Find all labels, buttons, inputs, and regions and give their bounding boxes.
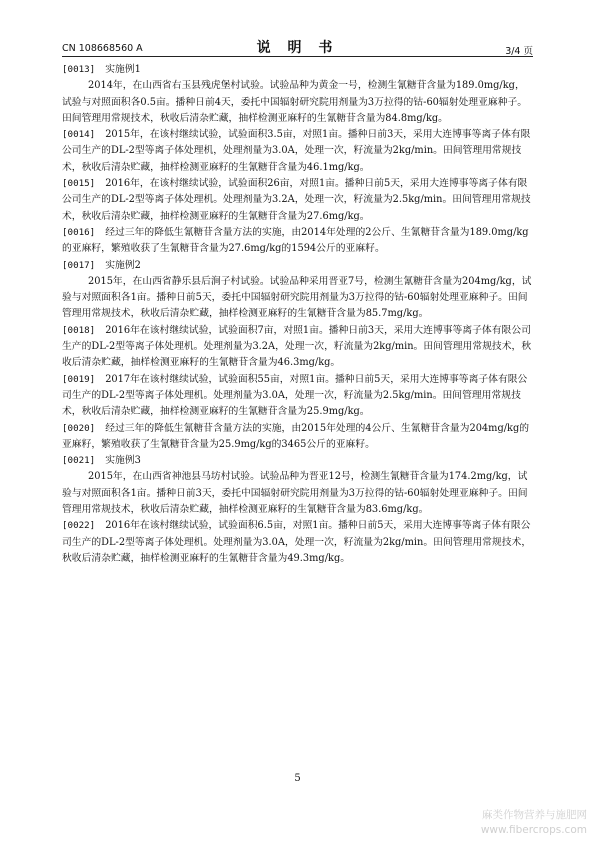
paragraph [62,469,533,518]
paragraph-number: [0016] [62,226,96,238]
watermark-line-1: 麻类作物营养与施肥网 [482,809,587,821]
paragraph-text: 2014年，在山西省右玉县残虎堡村试验。试验品种为黄金一号，检测生氰糖苷含量为189.0mg/kg，试验与对照面积各0.5亩。播种日前4天，委托中国辐射研究院用剂量为3万拉得的钴-60辐射处理亚麻种子。田间管理用常规技术，秋收后清杂贮藏，抽样检测亚麻籽的生氰糖苷含量为84.8mg/kg。 [62,80,528,124]
paragraph [62,225,533,258]
paragraph [62,421,533,454]
paragraph-text: 经过三年的降低生氰糖苷含量方法的实施，由2015年处理的4公斤、生氰糖苷含量为204mg/kg的亚麻籽，繁殖收获了生氰糖苷含量为25.9mg/kg的3465公斤的亚麻籽。 [62,422,530,450]
page-header [62,34,533,57]
paragraph-number: [0018] [62,324,96,336]
paragraph [62,372,533,421]
paragraph-number: [0020] [62,422,96,434]
document-id: CN 108668560 A [62,43,143,54]
paragraph-text: 2016年，在该村继续试验，试验面积26亩，对照1亩。播种日前5天，采用大连博事等离子体有限公司生产的DL-2型等离子体处理机。处理剂量为3.2A，处理一次，籽流量为2.5kg/min。田间管理用常规技术，秋收后清杂贮藏，抽样检测亚麻籽的生氰糖苷含量为27.6mg/kg。 [62,178,531,222]
paragraph-number: [0022] [62,520,96,532]
paragraph-text: 2016年在该村继续试验，试验面积6.5亩，对照1亩。播种日前5天，采用大连博事等离子体有限公司生产的DL-2型等离子体处理机。处理剂量为3.0A，处理一次，籽流量为2kg/min。田间管理用常规技术，秋收后清杂贮藏，抽样检测亚麻籽的生氰糖苷含量为49.3mg/kg。 [62,520,532,564]
paragraph [62,127,533,176]
paragraph-number: [0013] [62,64,96,75]
paragraph [62,176,533,225]
paragraph-text: 经过三年的降低生氰糖苷含量方法的实施，由2014年处理的2公斤、生氰糖苷含量为189.0mg/kg的亚麻籽，繁殖收获了生氰糖苷含量为27.6mg/kg的1594公斤的亚麻籽。 [62,226,529,255]
paragraph-number: [0015] [62,178,96,190]
section-heading [62,258,533,274]
paragraph-text: 实施例1 [105,64,141,75]
paragraph-number: [0021] [62,455,96,467]
page-of-indicator: 3/4 页 [505,46,533,57]
paragraph-number: [0017] [62,259,96,271]
section-heading [62,62,533,78]
page-number: 5 [294,773,301,784]
paragraph [62,274,533,323]
paragraph-text: 2015年，在山西省静乐县后涧子村试验。试验品种采用晋亚7号，检测生氰糖苷含量为204mg/kg，试验与对照面积各1亩。播种日前5天，委托中国辐射研究院用剂量为3万拉得的钴-60辐射处理亚麻种子。田间管理用常规技术，秋收后清杂贮藏，抽样检测亚麻籽的生氰糖苷含量为85.7mg/kg。 [62,275,532,320]
paragraph-text: 实施例3 [105,455,141,467]
watermark-line-2: www.fibercrops.com [480,824,587,836]
section-heading [62,453,533,469]
paragraph-text: 实施例2 [105,259,141,271]
paragraph-text: 2015年，在该村继续试验，试验面积3.5亩，对照1亩。播种日前3天，采用大连博事等离子体有限公司生产的DL-2型等离子体处理机，处理剂量为3.0A，处理一次，籽流量为2kg/min。田间管理用常规技术，秋收后清杂贮藏，抽样检测亚麻籽的生氰糖苷含量为46.1mg/kg。 [62,129,531,173]
paragraph-number: [0019] [62,373,96,385]
paragraph-text: 2016年在该村继续试验，试验面积7亩，对照1亩。播种日前3天，采用大连博事等离子体有限公司生产的DL-2型等离子体处理机。处理剂量为3.2A，处理一次，籽流量为2kg/min。田间管理用常规技术，秋收后清杂贮藏，抽样检测亚麻籽的生氰糖苷含量为46.3mg/kg。 [62,324,532,369]
paragraph-text: 2015年，在山西省神池县马坊村试验。试验品种为晋亚12号，检测生氰糖苷含量为174.2mg/kg，试验与对照面积各1亩。播种日前3天，委托中国辐射研究院用剂量为3万拉得的钴-60辐射处理亚麻种子。田间管理用常规技术，秋收后清杂贮藏，抽样检测亚麻籽的生氰糖苷含量为83.6mg/kg。 [62,471,528,516]
document-body [62,62,533,567]
document-title: 说 明 书 [256,40,339,56]
paragraph [62,518,533,567]
paragraph [62,323,533,372]
paragraph [62,78,533,127]
watermark [481,808,587,838]
paragraph-text: 2017年在该村继续试验，试验面积55亩，对照1亩。播种日前5天，采用大连博事等离子体有限公司生产的DL-2型等离子体处理机。处理剂量为3.0A，处理一次，籽流量为2.5kg/min。田间管理用常规技术，秋收后清杂贮藏，抽样检测亚麻籽的生氰糖苷含量为25.9mg/kg。 [62,373,528,418]
paragraph-number: [0014] [62,129,96,141]
